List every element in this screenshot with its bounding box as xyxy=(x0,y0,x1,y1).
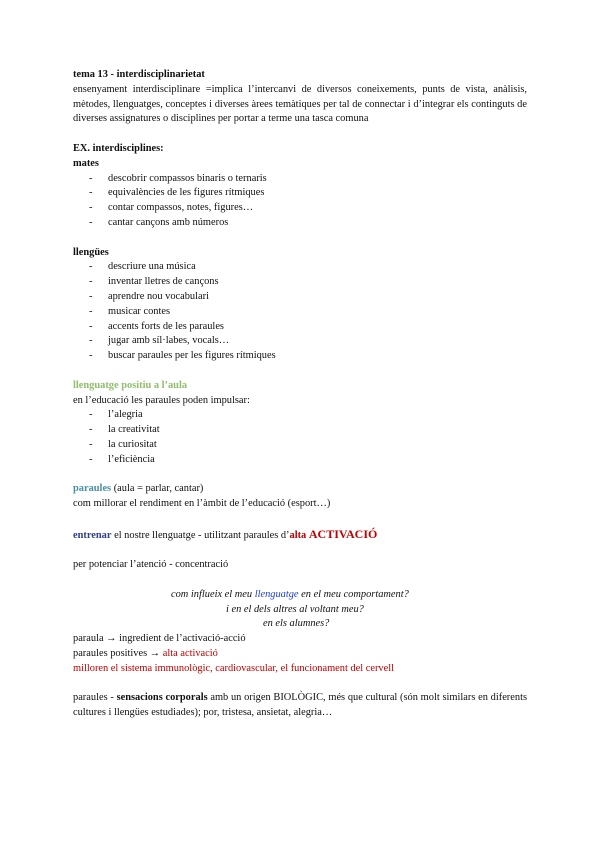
list-item: - aprendre nou vocabulari xyxy=(89,290,209,302)
examples-heading: EX. interdisciplines: xyxy=(73,142,164,154)
mates-list xyxy=(73,172,527,231)
relation-3: milloren el sistema immunològic, cardiovascular, el funcionament del cervell xyxy=(73,662,395,674)
llenguatge-heading: llenguatge positiu a l’aula xyxy=(73,379,188,391)
document-page xyxy=(73,68,527,721)
llengues-list xyxy=(73,260,527,364)
document-title: tema 13 - interdisciplinarietat xyxy=(73,69,205,80)
list-item: - inventar lletres de cançons xyxy=(89,276,219,288)
llengues-heading: llengües xyxy=(73,246,109,258)
list-item: - jugar amb síl·labes, vocals… xyxy=(89,335,230,347)
question-3: en els alumnes? xyxy=(263,618,330,630)
question-2: i en el dels altres al voltant meu? xyxy=(226,603,364,615)
relation-2: paraules positives → alta activació xyxy=(73,648,218,660)
llenguatge-intro: en l’educació les paraules poden impulsar: xyxy=(73,394,250,406)
mates-heading: mates xyxy=(73,157,99,169)
final-paragraph: paraules - sensacions corporals amb un origen BIOLÒGIC, més que cultural (són molt similars en diferents cultures i llengües estudiades); por, tristesa, ansietat, alegria… xyxy=(73,692,528,719)
arrow-icon: → xyxy=(106,633,117,645)
intro-paragraph: ensenyament interdisciplinare =implica l’intercanvi de diversos coneixements, punts de vista, anàlisis, mètodes, llenguatges, conceptes i diverses àrees temàtiques per tal de connectar i d’integrar els continguts de diverses assignatures o disciplines per portar a terme una tasca comuna xyxy=(73,83,527,125)
relation-1: paraula → ingredient de l’activació-acció xyxy=(73,633,246,645)
list-item: - contar compassos, notes, figures… xyxy=(89,202,254,214)
paraules-line-2: com millorar el rendiment en l’àmbit de l’educació (esport…) xyxy=(73,498,331,510)
paraules-line: paraules (aula = parlar, cantar) xyxy=(73,483,204,495)
potenciar-line: per potenciar l’atenció - concentració xyxy=(73,559,229,571)
llenguatge-list xyxy=(73,408,527,467)
list-item: - l’alegria xyxy=(89,409,143,421)
list-item: - cantar cançons amb números xyxy=(89,216,229,228)
list-item: - buscar paraules per les figures rítmiques xyxy=(89,350,276,362)
list-item: - la creativitat xyxy=(89,424,160,436)
list-item: - musicar contes xyxy=(89,305,171,317)
list-item: - descriure una música xyxy=(89,261,196,273)
entrenar-line: entrenar el nostre llenguatge - utilitzant paraules d’alta ACTIVACIÓ xyxy=(73,526,378,541)
list-item: - descobrir compassos binaris o ternaris xyxy=(89,172,267,184)
list-item: - accents forts de les paraules xyxy=(89,320,224,332)
list-item: - equivalències de les figures rítmiques xyxy=(89,187,265,199)
arrow-icon: → xyxy=(149,648,161,660)
list-item: - la curiositat xyxy=(89,438,157,450)
question-1: com influeix el meu llenguatge en el meu comportament? xyxy=(171,588,409,600)
list-item: - l’eficiència xyxy=(89,453,155,465)
